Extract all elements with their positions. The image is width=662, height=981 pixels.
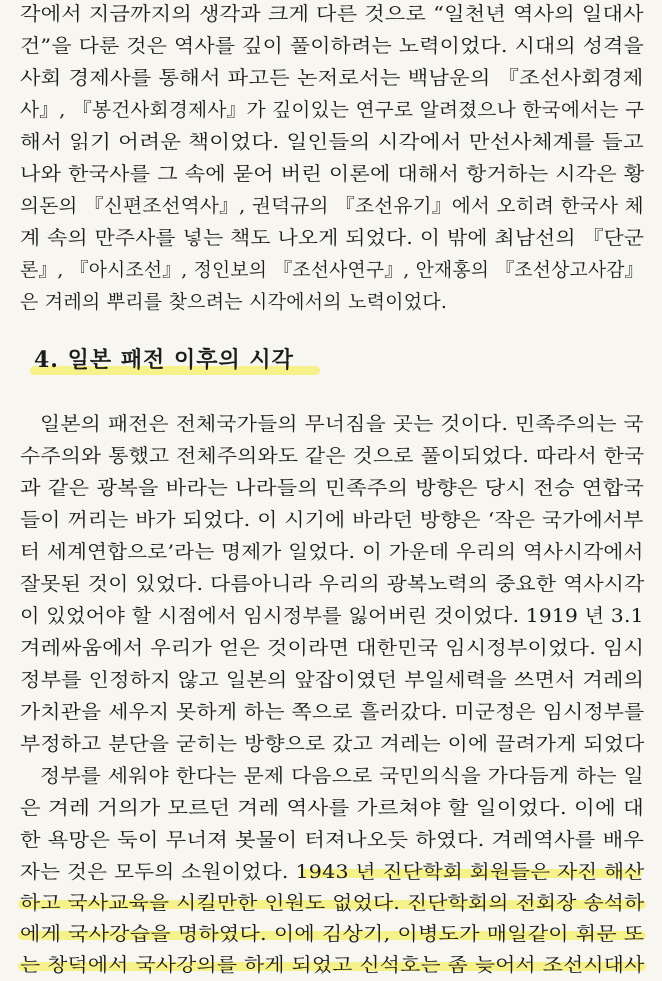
paragraph-line: 자는 것은 모두의 소원이었다. 1943 년 진단학회 회원들은 자진 해산 (20, 861, 645, 883)
paragraph-line: 부정하고 분단을 굳히는 방향으로 갔고 겨레는 이에 끌려가게 되었다 (20, 733, 645, 755)
paragraph-line: 은 겨레 거의가 모르던 겨레 역사를 가르쳐야 할 일이었다. 이에 대 (20, 797, 645, 819)
paragraph-line: 나와 한국사를 그 속에 묻어 버린 이론에 대해서 항거하는 시각은 황 (20, 163, 645, 185)
paragraph-line: 론』, 『아시조선』, 정인보의 『조선사연구』, 안재홍의 『조선상고사감』 (20, 259, 644, 281)
paragraph-line: 에게 국사강습을 명하였다. 이에 김상기, 이병도가 매일같이 휘문 또 (20, 923, 645, 945)
paragraph-line: 터 세계연합으로’라는 명제가 일었다. 이 가운데 우리의 역사시각에서 (20, 541, 644, 563)
paragraph-line: 건”을 다룬 것은 역사를 깊이 풀이하려는 노력이었다. 시대의 성격을 (20, 35, 645, 57)
paragraph-line: 겨레싸움에서 우리가 얻은 것이라면 대한민국 임시정부이었다. 임시 (20, 637, 645, 659)
paragraph-line: 잘못된 것이 있었다. 다름아니라 우리의 광복노력의 중요한 역사시각 (20, 573, 645, 595)
paragraph-line: 의돈의 『신편조선역사』, 권덕규의 『조선유기』에서 오히려 한국사 체 (20, 195, 644, 217)
paragraph-line: 들이 꺼리는 바가 되었다. 이 시기에 바라던 방향은 ‘작은 국가에서부 (20, 509, 644, 531)
paragraph-line: 계 속의 만주사를 넣는 책도 나오게 되었다. 이 밖에 최남선의 『단군 (20, 227, 645, 249)
paragraph-line: 은 겨레의 뿌리를 찾으려는 시각에서의 노력이었다. (20, 291, 448, 313)
paragraph-line: 이 있었어야 할 시점에서 임시정부를 잃어버린 것이었다. 1919 년 3.1 (20, 605, 644, 627)
paragraph-line: 사』, 『봉건사회경제사』가 깊이있는 연구로 알려졌으나 한국에서는 구 (20, 99, 645, 121)
paragraph-line: 가치관을 세우지 못하게 하는 쪽으로 흘러갔다. 미군정은 임시정부를 (20, 701, 645, 723)
paragraph-line: 일본의 패전은 전체국가들의 무너짐을 곳는 것이다. 민족주의는 국 (40, 413, 644, 435)
section-heading: 4. 일본 패전 이후의 시각 (34, 347, 294, 373)
paragraph-line: 수주의와 통했고 전체주의와도 같은 것으로 풀이되었다. 따라서 한국 (20, 445, 645, 467)
paragraph-line: 정부를 인정하지 않고 일본의 앞잡이였던 부일세력을 쓰면서 겨레의 (20, 669, 645, 691)
paragraph-line: 하고 국사교육을 시킬만한 인원도 없었다. 진단학회의 전회장 송석하 (20, 892, 645, 914)
paragraph-line: 과 같은 광복을 바라는 나라들의 민족주의 방향은 당시 전승 연합국 (20, 477, 645, 499)
paragraph-line: 한 욕망은 둑이 무너져 봇물이 터져나오듯 하였다. 겨레역사를 배우 (20, 829, 645, 851)
paragraph-line: 각에서 지금까지의 생각과 크게 다른 것으로 “일천년 역사의 일대사 (20, 3, 644, 25)
paragraph-line: 는 창덕에서 국사강의를 하게 되었고 신석호는 좀 늦어서 조선시대사 (20, 954, 645, 976)
paragraph-line: 사회 경제사를 통해서 파고든 논저로서는 백남운의 『조선사회경제 (20, 67, 644, 89)
paragraph-line: 해서 읽기 어려운 책이었다. 일인들의 시각에서 만선사체계를 들고 (20, 131, 644, 153)
paragraph-line: 정부를 세워야 한다는 문제 다음으로 국민의식을 가다듬게 하는 일 (40, 765, 644, 787)
